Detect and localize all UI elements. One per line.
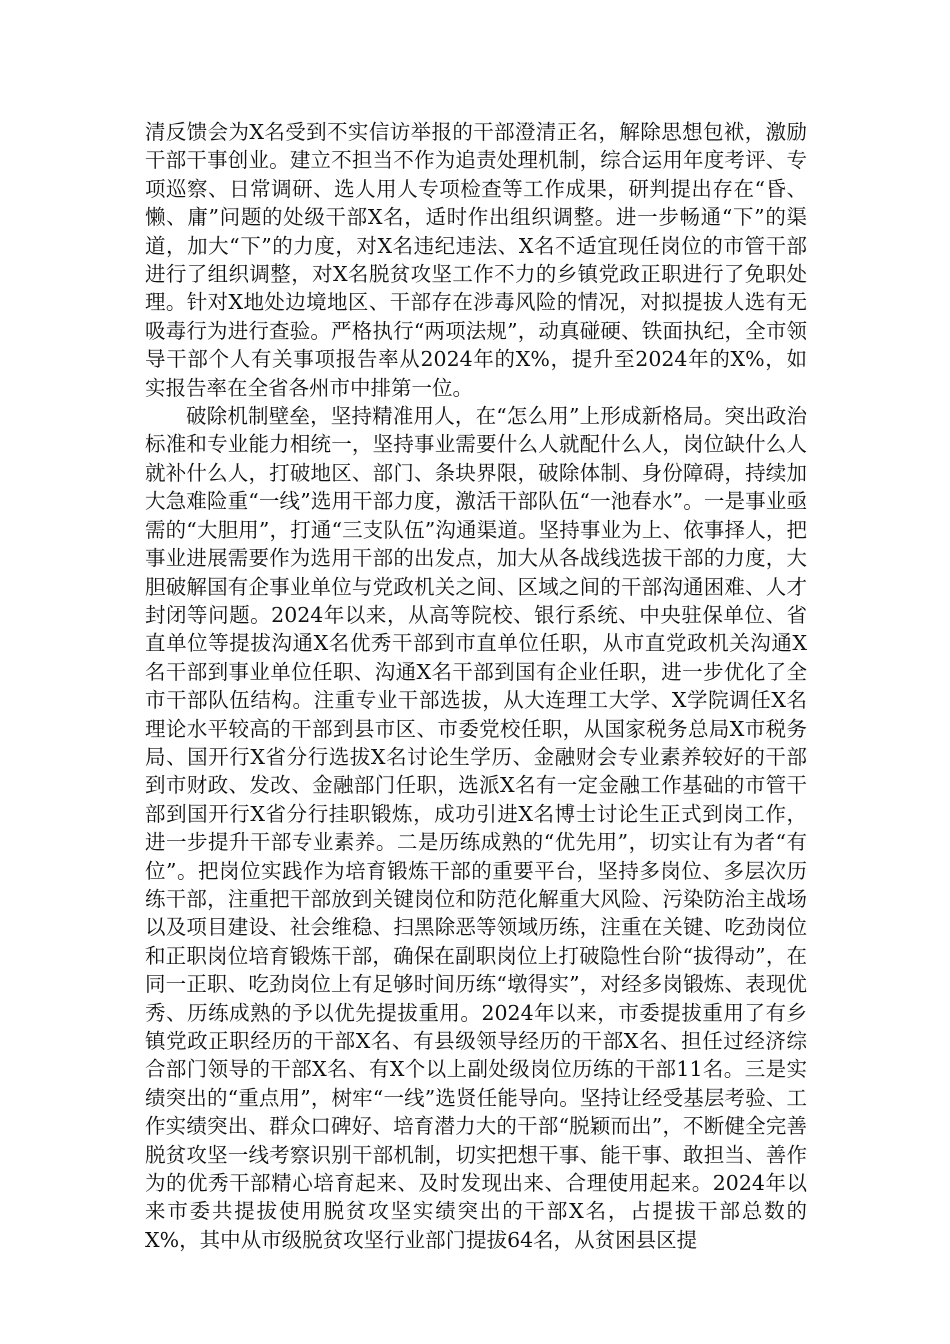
body-text <box>145 118 807 1254</box>
paragraph-mechanism-barriers: 破除机制壁垒，坚持精准用人，在“怎么用”上形成新格局。突出政治标准和专业能力相统一，坚持事业需要什么人就配什么人，岗位缺什么人就补什么人，打破地区、部门、条块界限，破除体制、身份障碍，持续加大急难险重“一线”选用干部力度，激活干部队伍“一池春水”。一是事业亟需的“大胆用”，打通“三支队伍”沟通渠道。坚持事业为上、依事择人，把事业进展需要作为选用干部的出发点，加大从各战线选拔干部的力度，大胆破解国有企事业单位与党政机关之间、区域之间的干部沟通困难、人才封闭等问题。2024年以来，从高等院校、银行系统、中央驻保单位、省直单位等提拔沟通X名优秀干部到市直单位任职，从市直党政机关沟通X名干部到事业单位任职、沟通X名干部到国有企业任职，进一步优化了全市干部队伍结构。注重专业干部选拔，从大连理工大学、X学院调任X名理论水平较高的干部到县市区、市委党校任职，从国家税务总局X市税务局、国开行X省分行选拔X名讨论生学历、金融财会专业素养较好的干部到市财政、发改、金融部门任职，选派X名有一定金融工作基础的市管干部到国开行X省分行挂职锻炼，成功引进X名博士讨论生正式到岗工作，进一步提升干部专业素养。二是历练成熟的“优先用”，切实让有为者“有位”。把岗位实践作为培育锻炼干部的重要平台，坚持多岗位、多层次历练干部，注重把干部放到关键岗位和防范化解重大风险、污染防治主战场以及项目建设、社会维稳、扫黑除恶等领域历练，注重在关键、吃劲岗位和正职岗位培育锻炼干部，确保在副职岗位上打破隐性台阶“拔得动”，在同一正职、吃劲岗位上有足够时间历练“墩得实”，对经多岗锻炼、表现优秀、历练成熟的予以优先提拔重用。2024年以来，市委提拔重用了有乡镇党政正职经历的干部X名、有县级领导经历的干部X名、担任过经济综合部门领导的干部X名、有X个以上副处级岗位历练的干部11名。三是实绩突出的“重点用”，树牢“一线”选贤任能导向。坚持让经受基层考验、工作实绩突出、群众口碑好、培育潜力大的干部“脱颖而出”，不断健全完善脱贫攻坚一线考察识别干部机制，切实把想干事、能干事、敢担当、善作为的优秀干部精心培育起来、及时发现出来、合理使用起来。2024年以来市委共提拔使用脱贫攻坚实绩突出的干部X名，占提拔干部总数的X%，其中从市级脱贫攻坚行业部门提拔64名，从贫困县区提 <box>145 404 807 1252</box>
paragraph-continuation: 清反馈会为X名受到不实信访举报的干部澄清正名，解除思想包袱，激励干部干事创业。建立不担当不作为追责处理机制，综合运用年度考评、专项巡察、日常调研、选人用人专项检查等工作成果，研判提出存在“昏、懒、庸”问题的处级干部X名，适时作出组织调整。进一步畅通“下”的渠道，加大“下”的力度，对X名违纪违法、X名不适宜现任岗位的市管干部进行了组织调整，对X名脱贫攻坚工作不力的乡镇党政正职进行了免职处理。针对X地处边境地区、干部存在涉毒风险的情况，对拟提拔人选有无吸毒行为进行查验。严格执行“两项法规”，动真碰硬、铁面执纪，全市领导干部个人有关事项报告率从2024年的X%，提升至2024年的X%，如实报告率在全省各州市中排第一位。 <box>145 120 807 400</box>
